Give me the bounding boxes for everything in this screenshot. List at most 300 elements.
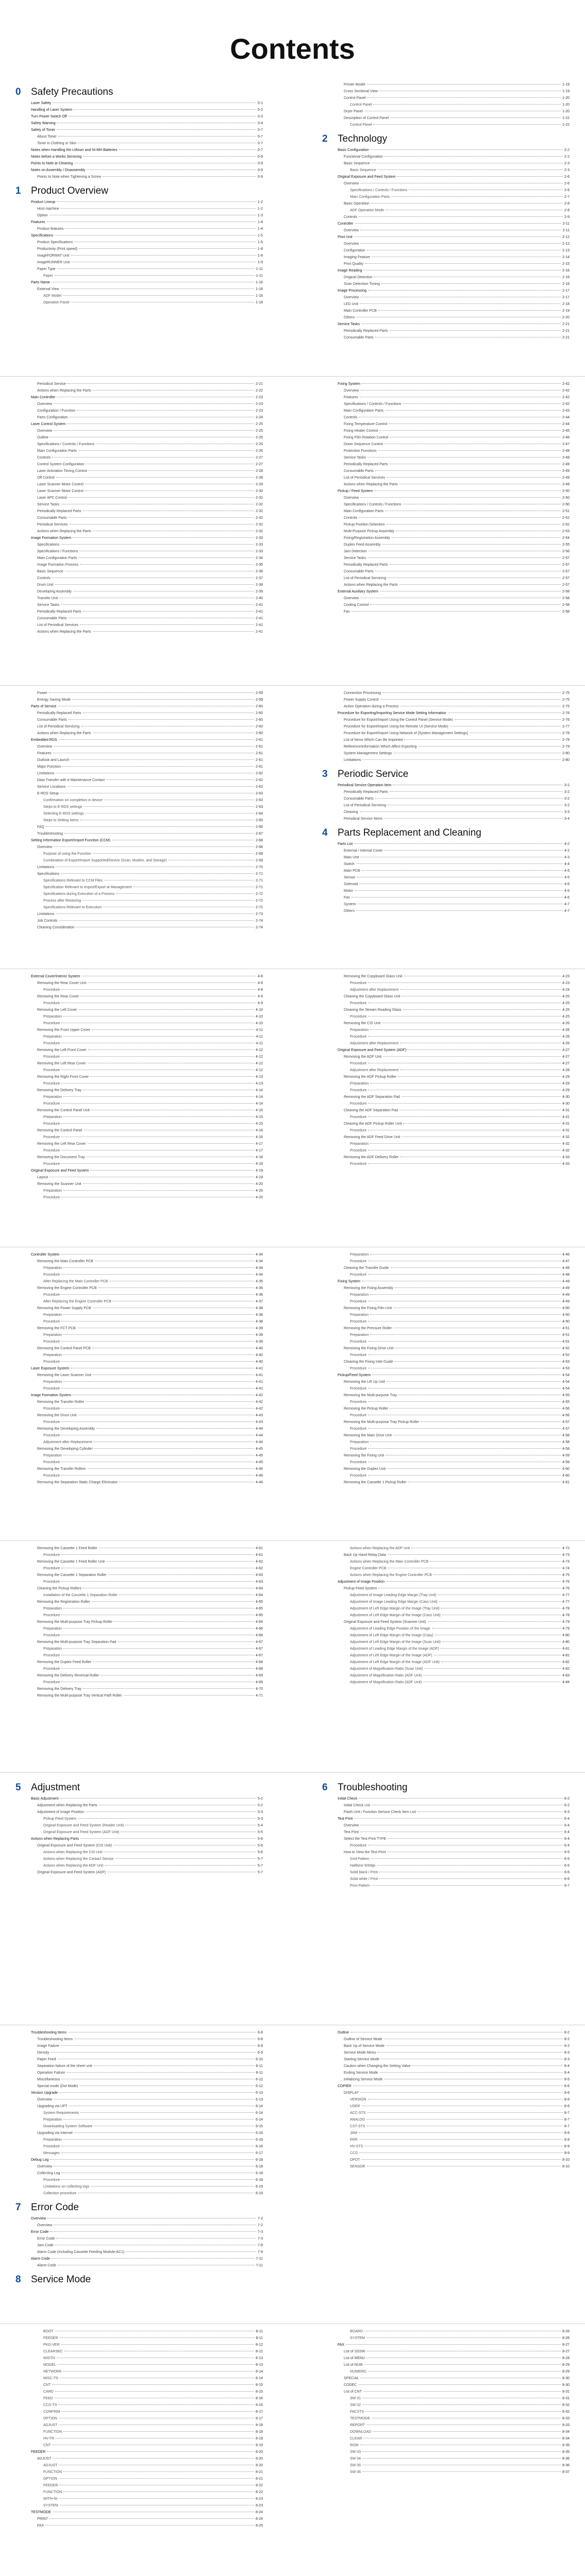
toc-entry[interactable] bbox=[15, 1188, 263, 1194]
toc-entry[interactable] bbox=[15, 737, 263, 743]
toc-entry[interactable] bbox=[322, 1272, 570, 1278]
toc-entry[interactable] bbox=[15, 2076, 263, 2083]
toc-entry[interactable] bbox=[15, 2150, 263, 2157]
toc-entry[interactable] bbox=[322, 2442, 570, 2449]
toc-entry[interactable] bbox=[322, 334, 570, 341]
toc-entry[interactable] bbox=[15, 1836, 263, 1842]
toc-entry[interactable] bbox=[15, 1107, 263, 1114]
toc-entry[interactable] bbox=[15, 495, 263, 501]
toc-entry[interactable] bbox=[15, 2422, 263, 2429]
toc-entry[interactable] bbox=[15, 2368, 263, 2375]
toc-entry[interactable] bbox=[322, 1592, 570, 1599]
toc-entry[interactable] bbox=[322, 1147, 570, 1154]
toc-entry[interactable] bbox=[15, 2229, 263, 2235]
toc-entry[interactable] bbox=[15, 273, 263, 279]
toc-entry[interactable] bbox=[15, 286, 263, 293]
toc-entry[interactable] bbox=[322, 180, 570, 187]
toc-entry[interactable] bbox=[322, 147, 570, 154]
toc-entry[interactable] bbox=[15, 844, 263, 851]
toc-entry[interactable] bbox=[322, 1419, 570, 1426]
toc-entry[interactable] bbox=[15, 448, 263, 454]
toc-entry[interactable] bbox=[15, 790, 263, 797]
toc-entry[interactable] bbox=[322, 1141, 570, 1147]
toc-entry[interactable] bbox=[322, 2070, 570, 2076]
toc-entry[interactable] bbox=[322, 241, 570, 247]
toc-entry[interactable] bbox=[322, 1372, 570, 1379]
toc-entry[interactable] bbox=[15, 481, 263, 488]
toc-entry[interactable] bbox=[15, 1258, 263, 1265]
toc-entry[interactable] bbox=[15, 582, 263, 588]
toc-entry[interactable] bbox=[322, 267, 570, 274]
toc-entry[interactable] bbox=[15, 515, 263, 521]
toc-entry[interactable] bbox=[15, 2163, 263, 2170]
toc-entry[interactable] bbox=[322, 207, 570, 214]
toc-entry[interactable] bbox=[322, 1278, 570, 1285]
toc-entry[interactable] bbox=[322, 1472, 570, 1479]
toc-entry[interactable] bbox=[15, 784, 263, 790]
toc-entry[interactable] bbox=[322, 1856, 570, 1862]
toc-entry[interactable] bbox=[15, 602, 263, 608]
toc-entry[interactable] bbox=[15, 629, 263, 635]
toc-entry[interactable] bbox=[322, 1862, 570, 1869]
toc-entry[interactable] bbox=[322, 737, 570, 743]
toc-entry[interactable] bbox=[15, 1167, 263, 1174]
toc-entry[interactable] bbox=[15, 1181, 263, 1188]
toc-entry[interactable] bbox=[15, 1426, 263, 1432]
toc-entry[interactable] bbox=[322, 2375, 570, 2382]
toc-entry[interactable] bbox=[15, 877, 263, 884]
toc-entry[interactable] bbox=[15, 474, 263, 481]
toc-entry[interactable] bbox=[15, 127, 263, 133]
toc-entry[interactable] bbox=[15, 1545, 263, 1552]
toc-entry[interactable] bbox=[322, 710, 570, 717]
toc-entry[interactable] bbox=[15, 441, 263, 448]
toc-entry[interactable] bbox=[15, 535, 263, 541]
toc-entry[interactable] bbox=[322, 1802, 570, 1809]
toc-entry[interactable] bbox=[322, 2043, 570, 2049]
section-heading[interactable] bbox=[322, 827, 570, 839]
toc-entry[interactable] bbox=[15, 1265, 263, 1272]
toc-entry[interactable] bbox=[322, 261, 570, 267]
toc-entry[interactable] bbox=[322, 408, 570, 414]
toc-entry[interactable] bbox=[15, 1365, 263, 1372]
toc-entry[interactable] bbox=[322, 2328, 570, 2335]
toc-entry[interactable] bbox=[322, 987, 570, 993]
toc-entry[interactable] bbox=[322, 387, 570, 394]
toc-entry[interactable] bbox=[322, 2429, 570, 2435]
toc-entry[interactable] bbox=[15, 911, 263, 918]
toc-entry[interactable] bbox=[322, 541, 570, 548]
toc-entry[interactable] bbox=[15, 2328, 263, 2335]
toc-entry[interactable] bbox=[15, 1161, 263, 1167]
toc-entry[interactable] bbox=[15, 1565, 263, 1572]
toc-entry[interactable] bbox=[15, 1585, 263, 1592]
toc-entry[interactable] bbox=[15, 541, 263, 548]
section-heading[interactable] bbox=[15, 87, 263, 98]
toc-entry[interactable] bbox=[15, 2256, 263, 2262]
toc-entry[interactable] bbox=[322, 1385, 570, 1392]
toc-entry[interactable] bbox=[322, 2157, 570, 2163]
toc-entry[interactable] bbox=[322, 1446, 570, 1452]
toc-entry[interactable] bbox=[15, 2402, 263, 2409]
toc-entry[interactable] bbox=[322, 2342, 570, 2348]
toc-entry[interactable] bbox=[322, 1114, 570, 1121]
toc-entry[interactable] bbox=[322, 2355, 570, 2362]
toc-entry[interactable] bbox=[15, 1816, 263, 1822]
toc-entry[interactable] bbox=[322, 1579, 570, 1585]
toc-entry[interactable] bbox=[322, 2362, 570, 2368]
toc-entry[interactable] bbox=[15, 1869, 263, 1876]
toc-entry[interactable] bbox=[322, 1379, 570, 1385]
toc-entry[interactable] bbox=[15, 461, 263, 468]
toc-entry[interactable] bbox=[15, 2235, 263, 2242]
toc-entry[interactable] bbox=[322, 1345, 570, 1352]
toc-entry[interactable] bbox=[15, 2482, 263, 2489]
toc-entry[interactable] bbox=[322, 1080, 570, 1087]
toc-entry[interactable] bbox=[15, 2429, 263, 2435]
toc-entry[interactable] bbox=[15, 1479, 263, 1486]
toc-entry[interactable] bbox=[15, 428, 263, 434]
toc-entry[interactable] bbox=[322, 2150, 570, 2157]
toc-entry[interactable] bbox=[322, 1426, 570, 1432]
toc-entry[interactable] bbox=[322, 1439, 570, 1446]
toc-entry[interactable] bbox=[322, 1305, 570, 1312]
toc-entry[interactable] bbox=[15, 414, 263, 421]
toc-entry[interactable] bbox=[15, 750, 263, 757]
toc-entry[interactable] bbox=[15, 199, 263, 206]
toc-entry[interactable] bbox=[322, 697, 570, 703]
toc-entry[interactable] bbox=[15, 160, 263, 167]
toc-entry[interactable] bbox=[15, 1154, 263, 1161]
toc-entry[interactable] bbox=[322, 247, 570, 254]
toc-entry[interactable] bbox=[15, 1579, 263, 1585]
toc-entry[interactable] bbox=[322, 1795, 570, 1802]
toc-entry[interactable] bbox=[322, 795, 570, 802]
toc-entry[interactable] bbox=[15, 1809, 263, 1816]
toc-entry[interactable] bbox=[322, 1672, 570, 1679]
toc-entry[interactable] bbox=[322, 2036, 570, 2043]
toc-entry[interactable] bbox=[15, 2242, 263, 2249]
toc-entry[interactable] bbox=[322, 848, 570, 854]
toc-entry[interactable] bbox=[15, 1338, 263, 1345]
toc-entry[interactable] bbox=[15, 2476, 263, 2482]
toc-entry[interactable] bbox=[322, 221, 570, 227]
toc-entry[interactable] bbox=[15, 575, 263, 582]
toc-entry[interactable] bbox=[15, 293, 263, 299]
toc-entry[interactable] bbox=[15, 1060, 263, 1067]
toc-entry[interactable] bbox=[322, 1599, 570, 1605]
section-heading[interactable] bbox=[322, 769, 570, 780]
toc-entry[interactable] bbox=[15, 133, 263, 140]
toc-entry[interactable] bbox=[15, 2222, 263, 2229]
toc-entry[interactable] bbox=[322, 1094, 570, 1100]
toc-entry[interactable] bbox=[15, 521, 263, 528]
toc-entry[interactable] bbox=[15, 2335, 263, 2342]
toc-entry[interactable] bbox=[322, 1121, 570, 1127]
toc-entry[interactable] bbox=[322, 894, 570, 901]
toc-entry[interactable] bbox=[15, 239, 263, 246]
toc-entry[interactable] bbox=[15, 1174, 263, 1181]
toc-entry[interactable] bbox=[15, 2130, 263, 2137]
toc-entry[interactable] bbox=[15, 615, 263, 622]
toc-entry[interactable] bbox=[15, 1285, 263, 1292]
toc-entry[interactable] bbox=[15, 1466, 263, 1472]
toc-entry[interactable] bbox=[322, 1659, 570, 1666]
toc-entry[interactable] bbox=[322, 1332, 570, 1338]
toc-entry[interactable] bbox=[322, 515, 570, 521]
toc-entry[interactable] bbox=[15, 1385, 263, 1392]
toc-entry[interactable] bbox=[15, 857, 263, 864]
toc-entry[interactable] bbox=[15, 703, 263, 710]
toc-entry[interactable] bbox=[15, 1842, 263, 1849]
toc-entry[interactable] bbox=[322, 703, 570, 710]
toc-entry[interactable] bbox=[322, 881, 570, 888]
toc-entry[interactable] bbox=[322, 1040, 570, 1047]
toc-entry[interactable] bbox=[322, 2137, 570, 2143]
toc-entry[interactable] bbox=[15, 2103, 263, 2110]
toc-entry[interactable] bbox=[322, 274, 570, 281]
toc-entry[interactable] bbox=[15, 548, 263, 555]
toc-entry[interactable] bbox=[15, 770, 263, 777]
toc-entry[interactable] bbox=[322, 1013, 570, 1020]
toc-entry[interactable] bbox=[15, 259, 263, 266]
toc-entry[interactable] bbox=[322, 568, 570, 575]
toc-entry[interactable] bbox=[15, 1194, 263, 1201]
toc-entry[interactable] bbox=[322, 2402, 570, 2409]
toc-entry[interactable] bbox=[322, 2455, 570, 2462]
toc-entry[interactable] bbox=[15, 924, 263, 931]
toc-entry[interactable] bbox=[322, 802, 570, 809]
toc-entry[interactable] bbox=[15, 1094, 263, 1100]
toc-entry[interactable] bbox=[322, 200, 570, 207]
toc-entry[interactable] bbox=[322, 474, 570, 481]
toc-entry[interactable] bbox=[322, 194, 570, 200]
toc-entry[interactable] bbox=[322, 160, 570, 167]
toc-entry[interactable] bbox=[15, 1325, 263, 1332]
toc-entry[interactable] bbox=[15, 2375, 263, 2382]
toc-entry[interactable] bbox=[322, 757, 570, 764]
toc-entry[interactable] bbox=[15, 1679, 263, 1686]
toc-entry[interactable] bbox=[15, 1829, 263, 1836]
toc-entry[interactable] bbox=[15, 2469, 263, 2476]
toc-entry[interactable] bbox=[322, 95, 570, 101]
toc-entry[interactable] bbox=[322, 2063, 570, 2070]
toc-entry[interactable] bbox=[15, 508, 263, 515]
toc-entry[interactable] bbox=[15, 1849, 263, 1856]
toc-entry[interactable] bbox=[15, 2110, 263, 2116]
toc-entry[interactable] bbox=[322, 888, 570, 894]
toc-entry[interactable] bbox=[322, 2076, 570, 2083]
toc-entry[interactable] bbox=[15, 1127, 263, 1134]
toc-entry[interactable] bbox=[15, 757, 263, 764]
toc-entry[interactable] bbox=[322, 528, 570, 535]
toc-entry[interactable] bbox=[322, 481, 570, 488]
toc-entry[interactable] bbox=[15, 1318, 263, 1325]
toc-entry[interactable] bbox=[15, 1141, 263, 1147]
toc-entry[interactable] bbox=[322, 301, 570, 308]
toc-entry[interactable] bbox=[15, 2056, 263, 2063]
toc-entry[interactable] bbox=[322, 381, 570, 387]
toc-entry[interactable] bbox=[15, 1054, 263, 1060]
toc-entry[interactable] bbox=[15, 2409, 263, 2415]
toc-entry[interactable] bbox=[15, 1605, 263, 1612]
toc-entry[interactable] bbox=[15, 147, 263, 154]
toc-entry[interactable] bbox=[15, 100, 263, 107]
toc-entry[interactable] bbox=[15, 1080, 263, 1087]
toc-entry[interactable] bbox=[15, 2442, 263, 2449]
toc-entry[interactable] bbox=[15, 1379, 263, 1385]
toc-entry[interactable] bbox=[15, 697, 263, 703]
toc-entry[interactable] bbox=[15, 2083, 263, 2090]
toc-entry[interactable] bbox=[322, 441, 570, 448]
toc-entry[interactable] bbox=[15, 2382, 263, 2388]
toc-entry[interactable] bbox=[322, 2462, 570, 2469]
toc-entry[interactable] bbox=[322, 1432, 570, 1439]
toc-entry[interactable] bbox=[15, 246, 263, 252]
toc-entry[interactable] bbox=[15, 2489, 263, 2496]
toc-entry[interactable] bbox=[322, 1652, 570, 1659]
toc-entry[interactable] bbox=[15, 226, 263, 232]
toc-entry[interactable] bbox=[15, 2435, 263, 2442]
toc-entry[interactable] bbox=[15, 2137, 263, 2143]
toc-entry[interactable] bbox=[322, 908, 570, 914]
toc-entry[interactable] bbox=[15, 864, 263, 871]
toc-entry[interactable] bbox=[15, 2177, 263, 2183]
toc-entry[interactable] bbox=[322, 2090, 570, 2096]
toc-entry[interactable] bbox=[15, 107, 263, 113]
toc-entry[interactable] bbox=[15, 387, 263, 394]
toc-entry[interactable] bbox=[15, 904, 263, 911]
toc-entry[interactable] bbox=[15, 1612, 263, 1619]
toc-entry[interactable] bbox=[15, 831, 263, 837]
toc-entry[interactable] bbox=[322, 2335, 570, 2342]
toc-entry[interactable] bbox=[322, 1849, 570, 1856]
toc-entry[interactable] bbox=[15, 2029, 263, 2036]
toc-entry[interactable] bbox=[15, 1639, 263, 1646]
toc-entry[interactable] bbox=[322, 1646, 570, 1652]
toc-entry[interactable] bbox=[15, 690, 263, 697]
toc-entry[interactable] bbox=[15, 1862, 263, 1869]
toc-entry[interactable] bbox=[15, 2183, 263, 2190]
toc-entry[interactable] bbox=[15, 1686, 263, 1692]
toc-entry[interactable] bbox=[322, 782, 570, 789]
toc-entry[interactable] bbox=[15, 1040, 263, 1047]
toc-entry[interactable] bbox=[322, 314, 570, 321]
toc-entry[interactable] bbox=[322, 2116, 570, 2123]
toc-entry[interactable] bbox=[15, 851, 263, 857]
toc-entry[interactable] bbox=[322, 1265, 570, 1272]
toc-entry[interactable] bbox=[15, 1147, 263, 1154]
toc-entry[interactable] bbox=[15, 1419, 263, 1426]
toc-entry[interactable] bbox=[15, 2342, 263, 2348]
toc-entry[interactable] bbox=[322, 973, 570, 980]
toc-entry[interactable] bbox=[322, 608, 570, 615]
toc-entry[interactable] bbox=[15, 973, 263, 980]
toc-entry[interactable] bbox=[15, 206, 263, 212]
toc-entry[interactable] bbox=[322, 1399, 570, 1405]
toc-entry[interactable] bbox=[15, 918, 263, 924]
toc-entry[interactable] bbox=[15, 1392, 263, 1399]
toc-entry[interactable] bbox=[15, 1134, 263, 1141]
toc-entry[interactable] bbox=[322, 308, 570, 314]
toc-entry[interactable] bbox=[322, 2382, 570, 2388]
toc-entry[interactable] bbox=[322, 2110, 570, 2116]
toc-entry[interactable] bbox=[15, 980, 263, 987]
toc-entry[interactable] bbox=[15, 1359, 263, 1365]
toc-entry[interactable] bbox=[15, 2096, 263, 2103]
toc-entry[interactable] bbox=[322, 1359, 570, 1365]
toc-entry[interactable] bbox=[15, 1552, 263, 1558]
toc-entry[interactable] bbox=[15, 219, 263, 226]
toc-entry[interactable] bbox=[15, 2355, 263, 2362]
toc-entry[interactable] bbox=[15, 1074, 263, 1080]
toc-entry[interactable] bbox=[15, 421, 263, 428]
toc-entry[interactable] bbox=[15, 1007, 263, 1013]
section-heading[interactable] bbox=[322, 1782, 570, 1793]
toc-entry[interactable] bbox=[322, 743, 570, 750]
toc-entry[interactable] bbox=[15, 454, 263, 461]
toc-entry[interactable] bbox=[15, 212, 263, 219]
toc-entry[interactable] bbox=[322, 1822, 570, 1829]
toc-entry[interactable] bbox=[15, 232, 263, 239]
toc-entry[interactable] bbox=[15, 804, 263, 810]
toc-entry[interactable] bbox=[322, 214, 570, 221]
toc-entry[interactable] bbox=[15, 1027, 263, 1033]
toc-entry[interactable] bbox=[322, 1060, 570, 1067]
toc-entry[interactable] bbox=[322, 1605, 570, 1612]
toc-entry[interactable] bbox=[322, 508, 570, 515]
toc-entry[interactable] bbox=[322, 1312, 570, 1318]
toc-entry[interactable] bbox=[15, 595, 263, 602]
toc-entry[interactable] bbox=[15, 1795, 263, 1802]
toc-entry[interactable] bbox=[15, 468, 263, 474]
toc-entry[interactable] bbox=[322, 254, 570, 261]
toc-entry[interactable] bbox=[15, 2502, 263, 2509]
toc-entry[interactable] bbox=[15, 1472, 263, 1479]
toc-entry[interactable] bbox=[322, 1558, 570, 1565]
toc-entry[interactable] bbox=[15, 1646, 263, 1652]
toc-entry[interactable] bbox=[322, 154, 570, 160]
toc-entry[interactable] bbox=[322, 1074, 570, 1080]
toc-entry[interactable] bbox=[15, 2063, 263, 2070]
toc-entry[interactable] bbox=[322, 234, 570, 241]
toc-entry[interactable] bbox=[322, 809, 570, 816]
toc-entry[interactable] bbox=[15, 279, 263, 286]
toc-entry[interactable] bbox=[15, 1372, 263, 1379]
toc-entry[interactable] bbox=[322, 1000, 570, 1007]
toc-entry[interactable] bbox=[322, 1809, 570, 1816]
toc-entry[interactable] bbox=[322, 1876, 570, 1883]
toc-entry[interactable] bbox=[322, 980, 570, 987]
toc-entry[interactable] bbox=[15, 1278, 263, 1285]
toc-entry[interactable] bbox=[15, 622, 263, 629]
toc-entry[interactable] bbox=[322, 414, 570, 421]
toc-entry[interactable] bbox=[322, 2123, 570, 2130]
toc-entry[interactable] bbox=[322, 1572, 570, 1579]
toc-entry[interactable] bbox=[322, 1666, 570, 1672]
section-heading[interactable] bbox=[15, 2274, 263, 2285]
toc-entry[interactable] bbox=[15, 1332, 263, 1338]
section-heading[interactable] bbox=[322, 133, 570, 145]
toc-entry[interactable] bbox=[15, 717, 263, 723]
toc-entry[interactable] bbox=[15, 1047, 263, 1054]
toc-entry[interactable] bbox=[322, 1007, 570, 1013]
toc-entry[interactable] bbox=[322, 730, 570, 737]
toc-entry[interactable] bbox=[322, 868, 570, 874]
toc-entry[interactable] bbox=[322, 461, 570, 468]
toc-entry[interactable] bbox=[322, 187, 570, 194]
toc-entry[interactable] bbox=[15, 777, 263, 784]
